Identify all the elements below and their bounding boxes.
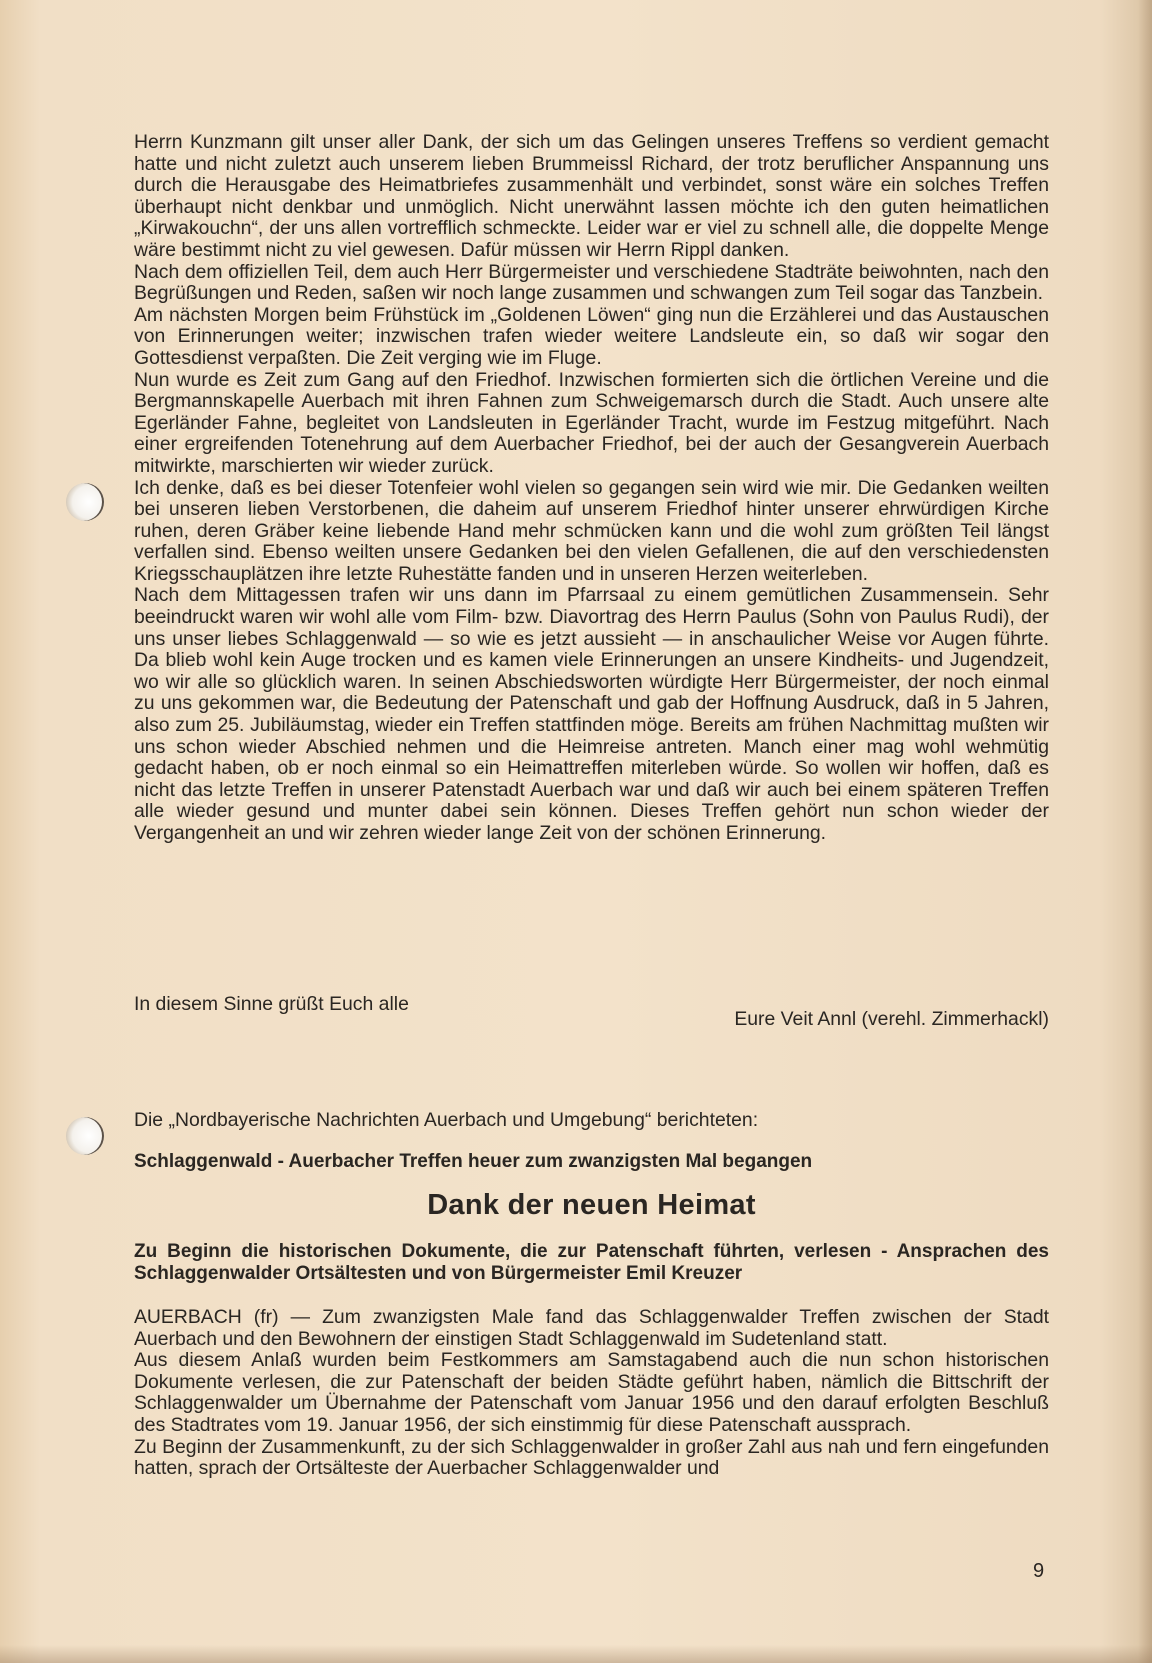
page-number: 9 [1033,1560,1045,1582]
letter-signature: Eure Veit Annl (verehl. Zimmerhackl) [734,1008,1049,1030]
newspaper-kicker: Schlaggenwald - Auerbacher Treffen heuer zum zwanzigsten Mal begangen [134,1151,813,1172]
letter-paragraph: Am nächsten Morgen beim Frühstück im „Goldenen Löwen“ ging nun die Erzählerei und das Austauschen von Erinnerungen weiter; inzwischen trafen wieder weitere Landsleute ein, so daß wir sogar den Gottesdienst verpaßten. Die Zeit verging wie im Fluge. [134,303,1049,369]
page-edge-shadow-right [1138,0,1152,1663]
newspaper-deck: Zu Beginn die historischen Dokumente, die zur Patenschaft führten, verlesen - Ansprachen des Schlaggenwalder Ortsältesten und von Bürgermeister Emil Kreuzer [134,1241,1049,1284]
letter-paragraph: Nun wurde es Zeit zum Gang auf den Friedhof. Inzwischen formierten sich die örtlichen Vereine und die Bergmannskapelle Auerbach mit ihren Fahnen zum Schweigemarsch durch die Stadt. Auch unsere alte Egerländer Fahne, begleitet von Landsleuten in Egerländer Tracht, wurde im Festzug mitgeführt. Nach einer ergreifenden Totenehrung auf dem Auerbacher Friedhof, bei der auch der Gesangverein Auerbach mitwirkte, marschierten wir wieder zurück. [134,368,1049,477]
article-paragraph: Zu Beginn der Zusammenkunft, zu der sich Schlaggenwalder in großer Zahl aus nah und fern eingefunden hatten, sprach der Ortsälteste der Auerbacher Schlaggenwalder und [134,1435,1049,1480]
letter-paragraph: Herrn Kunzmann gilt unser aller Dank, der sich um das Gelingen unseres Treffens so verdient gemacht hatte und nicht zuletzt auch unserem lieben Brummeissl Richard, der trotz beruflicher Anspannung uns durch die Herausgabe des Heimatbriefes zusammenhält und verbindet, sonst wäre ein solches Treffen überhaupt nicht denkbar und unmöglich. Nicht unerwähnt lassen möchte ich den guten heimatlichen „Kirwakouchn“, der uns allen vortrefflich schmeckte. Leider war er viel zu schnell alle, die doppelte Menge wäre bestimmt nicht zu viel gewesen. Dafür müssen wir Herrn Rippl danken. [134,131,1049,261]
punch-hole [66,1117,104,1155]
article-paragraph: AUERBACH (fr) — Zum zwanzigsten Male fand das Schlaggenwalder Treffen zwischen der Stadt Auerbach und den Bewohnern der einstigen Stadt Schlaggenwald im Sudetenland statt. [134,1306,1049,1350]
letter-signoff [134,993,1049,1033]
page-edge-shadow-bottom [0,1645,1152,1663]
letter-paragraph: Nach dem offiziellen Teil, dem auch Herr Bürgermeister und verschiedene Stadträte beiwohnten, nach den Begrüßungen und Reden, saßen wir noch lange zusammen und schwangen zum Teil sogar das Tanzbein. [134,260,1049,305]
newspaper-intro: Die „Nordbayerische Nachrichten Auerbach und Umgebung“ berichteten: [134,1109,759,1131]
letter-paragraph: Ich denke, daß es bei dieser Totenfeier wohl vielen so gegangen sein wird wie mir. Die Gedanken weilten bei unseren lieben Verstorbenen, die daheim auf unserem Friedhof hinter unserer ehrwürdigen Kirche ruhen, deren Gräber keine liebende Hand mehr schmücken kann und die wohl zum größten Teil längst verfallen sind. Ebenso weilten unsere Gedanken bei den vielen Gefallenen, die auf den verschiedensten Kriegsschauplätzen ihre letzte Ruhestätte fanden und in unseren Herzen weiterleben. [134,476,1049,585]
newspaper-headline: Dank der neuen Heimat [427,1189,756,1221]
letter-body [134,132,1049,845]
newspaper-article [134,1307,1049,1480]
letter-greeting: In diesem Sinne grüßt Euch alle [134,993,409,1015]
letter-paragraph: Nach dem Mittagessen trafen wir uns dann im Pfarrsaal zu einem gemütlichen Zusammensein. Sehr beeindruckt waren wir wohl alle vom Film- bzw. Diavortrag des Herrn Paulus (Sohn von Paulus Rudi), der uns unser liebes Schlaggenwald — so wie es jetzt aussieht — in anschaulicher Weise vor Augen führte. Da blieb wohl kein Auge trocken und es kamen viele Erinnerungen an unsere Kindheits- und Jugendzeit, wo wir alle so glücklich waren. In seinen Abschiedsworten würdigte Herr Bürgermeister, der noch einmal zu uns gekommen war, die Bedeutung der Patenschaft und gab der Hoffnung Ausdruck, daß in 5 Jahren, also zum 25. Jubiläumstag, wieder ein Treffen stattfinden möge. Bereits am frühen Nachmittag mußten wir uns schon wieder Abschied nehmen und die Heimreise antreten. Manch einer mag wohl wehmütig gedacht haben, ob er noch einmal so ein Heimattreffen miterleben würde. So wollen wir hoffen, daß es nicht das letzte Treffen in unserer Patenstadt Auerbach war und daß wir auch bei einem späteren Treffen alle wieder gesund und munter dabei sein können. Dieses Treffen gehört nun schon wieder der Vergangenheit an und wir zehren wieder lange Zeit von der schönen Erinnerung. [134,584,1049,844]
article-paragraph: Aus diesem Anlaß wurden beim Festkommers am Samstagabend auch die nun schon historischen Dokumente verlesen, die zur Patenschaft der beiden Städte geführt haben, nämlich die Bittschrift der Schlaggenwalder um Übernahme der Patenschaft vom Januar 1956 und den darauf erfolgten Beschluß des Stadtrates vom 19. Januar 1956, der sich einstimmig für diese Patenschaft aussprach. [134,1349,1049,1436]
punch-hole [66,483,104,521]
